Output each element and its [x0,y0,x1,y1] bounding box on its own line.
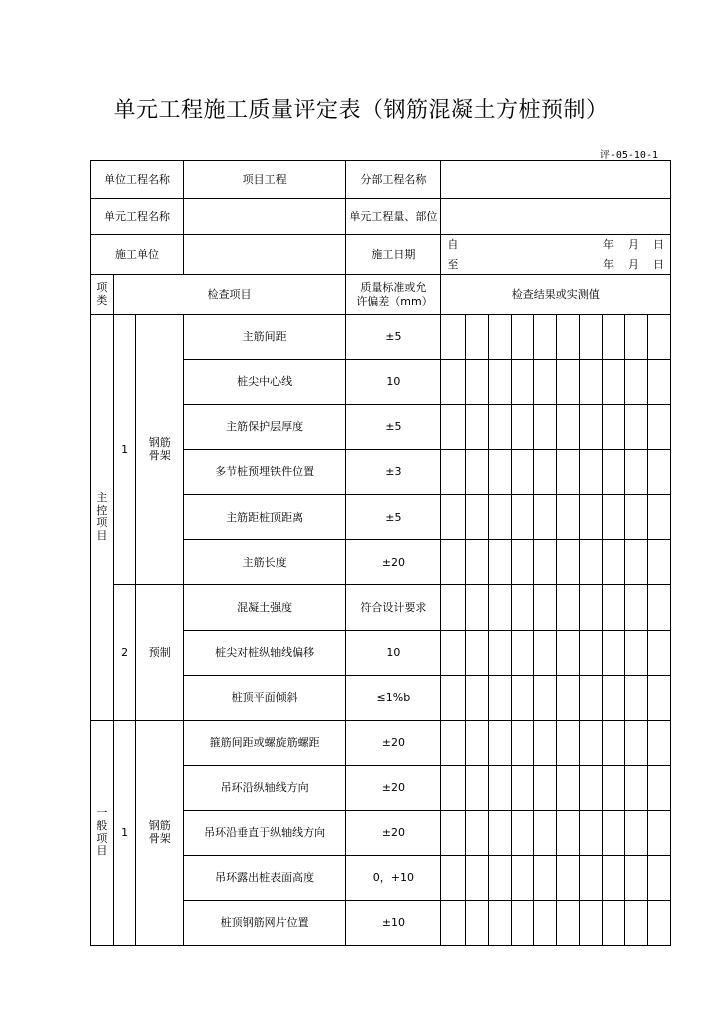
item-standard: ±20 [346,765,441,810]
item-name: 吊环沿纵轴线方向 [184,765,346,810]
result-cell[interactable] [441,315,466,360]
result-cell[interactable] [488,315,511,360]
result-cell[interactable] [625,630,648,675]
result-cell[interactable] [511,630,534,675]
element-label: 单元工程名称 [91,199,184,235]
item-standard: ±5 [346,495,441,540]
result-cell[interactable] [534,810,557,855]
result-cell[interactable] [441,450,466,495]
division-value-cell[interactable] [441,161,671,199]
result-cell[interactable] [511,405,534,450]
item-standard: ±20 [346,720,441,765]
result-cell[interactable] [625,450,648,495]
item-standard: ±10 [346,900,441,945]
result-cell[interactable] [557,630,580,675]
item-header: 检查项目 [113,275,346,315]
result-cell[interactable] [579,360,602,405]
item-name: 桩顶钢筋网片位置 [184,900,346,945]
result-cell[interactable] [557,585,580,630]
result-cell[interactable] [579,810,602,855]
result-cell[interactable] [488,405,511,450]
result-cell[interactable] [441,630,466,675]
result-cell[interactable] [466,360,489,405]
result-cell[interactable] [534,900,557,945]
result-cell[interactable] [557,450,580,495]
item-name: 吊环露出桩表面高度 [184,855,346,900]
result-cell[interactable] [534,855,557,900]
result-cell[interactable] [511,315,534,360]
item-standard: 0，+10 [346,855,441,900]
result-cell[interactable] [488,765,511,810]
element-volume-label: 单元工程量、部位 [346,199,441,235]
result-cell[interactable] [466,540,489,585]
result-cell[interactable] [648,540,671,585]
result-cell[interactable] [602,540,625,585]
year-label: 年 [603,257,614,271]
result-cell[interactable] [557,855,580,900]
table-row [91,720,671,765]
result-cell[interactable] [579,405,602,450]
result-cell[interactable] [579,585,602,630]
result-cell[interactable] [625,540,648,585]
item-standard: 10 [346,630,441,675]
contractor-label: 施工单位 [91,235,184,275]
result-cell[interactable] [602,900,625,945]
column-header-row [91,275,671,315]
item-standard: ±3 [346,450,441,495]
result-cell[interactable] [602,630,625,675]
result-cell[interactable] [557,810,580,855]
item-name: 箍筋间距或螺旋筋螺距 [184,720,346,765]
table-row [91,585,671,630]
item-standard: ±5 [346,315,441,360]
result-cell[interactable] [534,315,557,360]
result-cell[interactable] [441,720,466,765]
result-cell[interactable] [648,450,671,495]
result-cell[interactable] [466,720,489,765]
item-name: 桩顶平面倾斜 [184,675,346,720]
result-cell[interactable] [441,405,466,450]
result-cell[interactable] [625,315,648,360]
group-number: 2 [113,585,136,720]
result-cell[interactable] [602,720,625,765]
item-name: 桩尖对桩纵轴线偏移 [184,630,346,675]
result-cell[interactable] [625,585,648,630]
result-cell[interactable] [557,315,580,360]
group-number: 1 [113,720,136,945]
date-from-label: 自 [447,237,459,251]
result-cell[interactable] [466,450,489,495]
general-category: 一般项目 [91,720,114,945]
result-cell[interactable] [441,585,466,630]
result-cell[interactable] [579,630,602,675]
result-cell[interactable] [602,765,625,810]
result-cell[interactable] [488,675,511,720]
result-cell[interactable] [579,855,602,900]
result-cell[interactable] [534,495,557,540]
result-cell[interactable] [466,765,489,810]
result-cell[interactable] [441,810,466,855]
result-cell[interactable] [648,810,671,855]
result-cell[interactable] [648,315,671,360]
year-label: 年 [603,237,614,251]
result-cell[interactable] [466,405,489,450]
item-standard: ±20 [346,540,441,585]
item-standard: ≤1%b [346,675,441,720]
item-name: 主筋距桩顶距离 [184,495,346,540]
result-cell[interactable] [579,720,602,765]
item-name: 混凝土强度 [184,585,346,630]
result-cell[interactable] [602,495,625,540]
result-cell[interactable] [625,495,648,540]
result-cell[interactable] [648,585,671,630]
result-cell[interactable] [625,360,648,405]
result-cell[interactable] [579,900,602,945]
result-cell[interactable] [557,720,580,765]
result-cell[interactable] [648,675,671,720]
header-row-unit-project [91,161,671,199]
result-cell[interactable] [625,720,648,765]
result-cell[interactable] [534,720,557,765]
result-cell[interactable] [466,810,489,855]
main-control-category: 主控项目 [91,315,114,720]
result-cell[interactable] [441,855,466,900]
group-name: 钢筋骨架 [136,315,184,585]
result-cell[interactable] [579,540,602,585]
result-cell[interactable] [534,405,557,450]
month-label: 月 [628,237,639,251]
result-cell[interactable] [648,495,671,540]
result-cell[interactable] [579,765,602,810]
item-standard: 符合设计要求 [346,585,441,630]
standard-header: 质量标准或允许偏差（mm） [346,275,441,315]
result-cell[interactable] [441,675,466,720]
date-to-ymd [589,258,664,272]
result-cell[interactable] [534,450,557,495]
result-cell[interactable] [488,720,511,765]
result-cell[interactable] [557,900,580,945]
construction-date-label: 施工日期 [346,235,441,275]
result-cell[interactable] [466,855,489,900]
result-cell[interactable] [511,495,534,540]
result-cell[interactable] [511,900,534,945]
division-label: 分部工程名称 [346,161,441,199]
result-cell[interactable] [466,675,489,720]
day-label: 日 [653,237,664,251]
element-volume-value-cell[interactable] [441,199,671,235]
result-cell[interactable] [648,360,671,405]
result-cell[interactable] [488,360,511,405]
result-cell[interactable] [625,675,648,720]
form-title: 单元工程施工质量评定表（钢筋混凝土方桩预制） [113,98,609,123]
result-cell[interactable] [625,900,648,945]
result-cell[interactable] [648,765,671,810]
result-cell[interactable] [466,495,489,540]
result-cell[interactable] [511,450,534,495]
result-cell[interactable] [579,495,602,540]
group-number: 1 [113,315,136,585]
date-from-line [441,238,670,252]
construction-date-cell[interactable] [441,235,671,275]
result-header: 检查结果或实测值 [441,275,671,315]
result-cell[interactable] [488,810,511,855]
result-cell[interactable] [466,630,489,675]
category-header: 项类 [91,275,114,315]
result-cell[interactable] [648,855,671,900]
date-to-line [441,258,670,272]
item-standard: ±5 [346,405,441,450]
unit-project-label: 单位工程名称 [91,161,184,199]
month-label: 月 [628,257,639,271]
result-cell[interactable] [602,405,625,450]
result-cell[interactable] [602,855,625,900]
result-cell[interactable] [557,405,580,450]
group-name: 预制 [136,585,184,720]
result-cell[interactable] [602,315,625,360]
result-cell[interactable] [534,675,557,720]
result-cell[interactable] [511,765,534,810]
result-cell[interactable] [488,855,511,900]
day-label: 日 [653,257,664,271]
result-cell[interactable] [511,810,534,855]
result-cell[interactable] [557,765,580,810]
result-cell[interactable] [511,855,534,900]
result-cell[interactable] [488,450,511,495]
result-cell[interactable] [441,495,466,540]
result-cell[interactable] [557,540,580,585]
result-cell[interactable] [557,675,580,720]
result-cell[interactable] [648,720,671,765]
result-cell[interactable] [511,585,534,630]
result-cell[interactable] [441,765,466,810]
result-cell[interactable] [488,900,511,945]
result-cell[interactable] [625,855,648,900]
result-cell[interactable] [441,900,466,945]
result-cell[interactable] [511,720,534,765]
result-cell[interactable] [648,900,671,945]
result-cell[interactable] [534,540,557,585]
result-cell[interactable] [466,900,489,945]
result-cell[interactable] [511,540,534,585]
item-name: 主筋间距 [184,315,346,360]
date-to-label: 至 [447,257,459,271]
result-cell[interactable] [602,450,625,495]
result-cell[interactable] [579,315,602,360]
result-cell[interactable] [488,540,511,585]
contractor-value-cell[interactable] [184,235,346,275]
header-row-contractor [91,235,671,275]
item-name: 主筋保护层厚度 [184,405,346,450]
result-cell[interactable] [534,360,557,405]
result-cell[interactable] [511,675,534,720]
sub-project-label: 项目工程 [184,161,346,199]
result-cell[interactable] [534,765,557,810]
element-value-cell[interactable] [184,199,346,235]
item-name: 桩尖中心线 [184,360,346,405]
result-cell[interactable] [625,405,648,450]
result-cell[interactable] [534,585,557,630]
result-cell[interactable] [602,810,625,855]
result-cell[interactable] [488,585,511,630]
item-name: 主筋长度 [184,540,346,585]
result-cell[interactable] [625,810,648,855]
result-cell[interactable] [441,360,466,405]
table-row [91,315,671,360]
result-cell[interactable] [511,360,534,405]
result-cell[interactable] [466,585,489,630]
quality-assessment-table [90,160,671,946]
item-name: 多节桩预埋铁件位置 [184,450,346,495]
result-cell[interactable] [602,585,625,630]
result-cell[interactable] [602,360,625,405]
result-cell[interactable] [648,405,671,450]
result-cell[interactable] [557,360,580,405]
result-cell[interactable] [579,450,602,495]
result-cell[interactable] [557,495,580,540]
result-cell[interactable] [602,675,625,720]
header-row-element [91,199,671,235]
result-cell[interactable] [648,630,671,675]
date-from-ymd [589,238,664,252]
result-cell[interactable] [579,675,602,720]
result-cell[interactable] [625,765,648,810]
result-cell[interactable] [534,630,557,675]
group-name: 钢筋骨架 [136,720,184,945]
result-cell[interactable] [488,495,511,540]
item-name: 吊环沿垂直于纵轴线方向 [184,810,346,855]
item-standard: ±20 [346,810,441,855]
result-cell[interactable] [441,540,466,585]
result-cell[interactable] [466,315,489,360]
result-cell[interactable] [488,630,511,675]
form-code: 评-05-10-1 [599,150,658,161]
item-standard: 10 [346,360,441,405]
